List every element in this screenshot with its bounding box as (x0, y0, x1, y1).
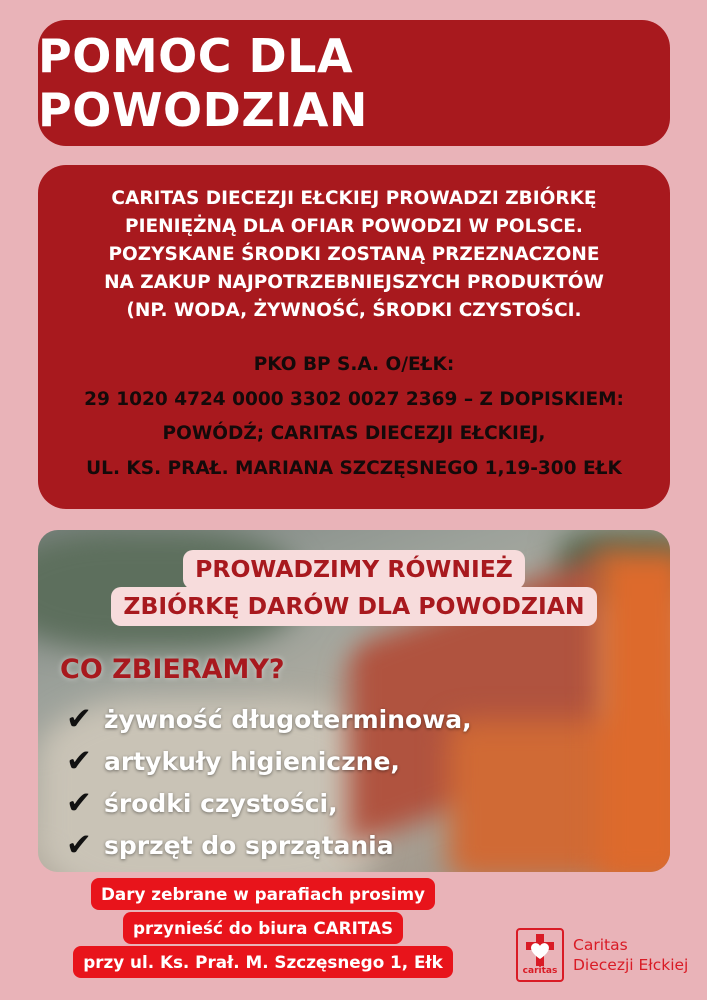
cross-heart-icon (525, 933, 555, 967)
list-item-label: środki czystości, (104, 788, 338, 818)
list-item-label: żywność długoterminowa, (104, 704, 472, 734)
caritas-cross-icon (516, 928, 564, 982)
bank-account-details (38, 348, 670, 486)
drop-off-note (58, 878, 468, 980)
logo-mark-text: caritas (522, 966, 558, 976)
collected-items-list (66, 698, 472, 866)
list-item (66, 698, 472, 740)
description-line: PIENIĘŻNĄ DLA OFIAR POWODZI W POLSCE. (125, 216, 583, 237)
description-line: (NP. WODA, ŻYWNOŚĆ, ŚRODKI CZYSTOŚCI. (126, 300, 582, 321)
logo-name-line: Diecezji Ełckiej (573, 956, 689, 974)
description-line: POZYSKANE ŚRODKI ZOSTANĄ PRZEZNACZONE (108, 244, 600, 265)
bank-line: PKO BP S.A. O/EŁK: (253, 354, 455, 375)
note-line: przynieść do biura CARITAS (123, 912, 403, 944)
donations-heading (38, 550, 670, 626)
title-banner (38, 20, 670, 146)
fundraising-info-panel (38, 165, 670, 509)
logo-name-line: Caritas (573, 936, 628, 954)
note-line: przy ul. Ks. Prał. M. Szczęsnego 1, Ełk (73, 946, 453, 978)
fundraising-description (38, 185, 670, 325)
list-item (66, 824, 472, 866)
list-item (66, 782, 472, 824)
description-line: NA ZAKUP NAJPOTRZEBNIEJSZYCH PRODUKTÓW (104, 272, 604, 293)
page-title: POMOC DLA POWODZIAN (38, 29, 368, 137)
check-icon: ✔ (66, 701, 92, 737)
flood-photo-panel (38, 530, 670, 872)
caritas-logo (516, 928, 688, 982)
donations-heading-line: ZBIÓRKĘ DARÓW DLA POWODZIAN (111, 587, 596, 626)
bank-line: UL. KS. PRAŁ. MARIANA SZCZĘSNEGO 1,19-300 EŁK (86, 457, 622, 479)
list-item-label: sprzęt do sprzątania (104, 830, 394, 860)
check-icon: ✔ (66, 827, 92, 863)
donations-heading-line: PROWADZIMY RÓWNIEŻ (183, 550, 525, 589)
logo-name (573, 935, 688, 975)
bank-line: 29 1020 4724 0000 3302 0027 2369 – Z DOPISKIEM: (84, 388, 624, 410)
bank-line: POWÓDŹ; CARITAS DIECEZJI EŁCKIEJ, (162, 423, 546, 444)
check-icon: ✔ (66, 743, 92, 779)
collection-subheading: CO ZBIERAMY? (60, 654, 285, 685)
note-line: Dary zebrane w parafiach prosimy (91, 878, 435, 910)
check-icon: ✔ (66, 785, 92, 821)
list-item (66, 740, 472, 782)
description-line: CARITAS DIECEZJI EŁCKIEJ PROWADZI ZBIÓRKĘ (111, 188, 597, 209)
list-item-label: artykuły higieniczne, (104, 746, 400, 776)
